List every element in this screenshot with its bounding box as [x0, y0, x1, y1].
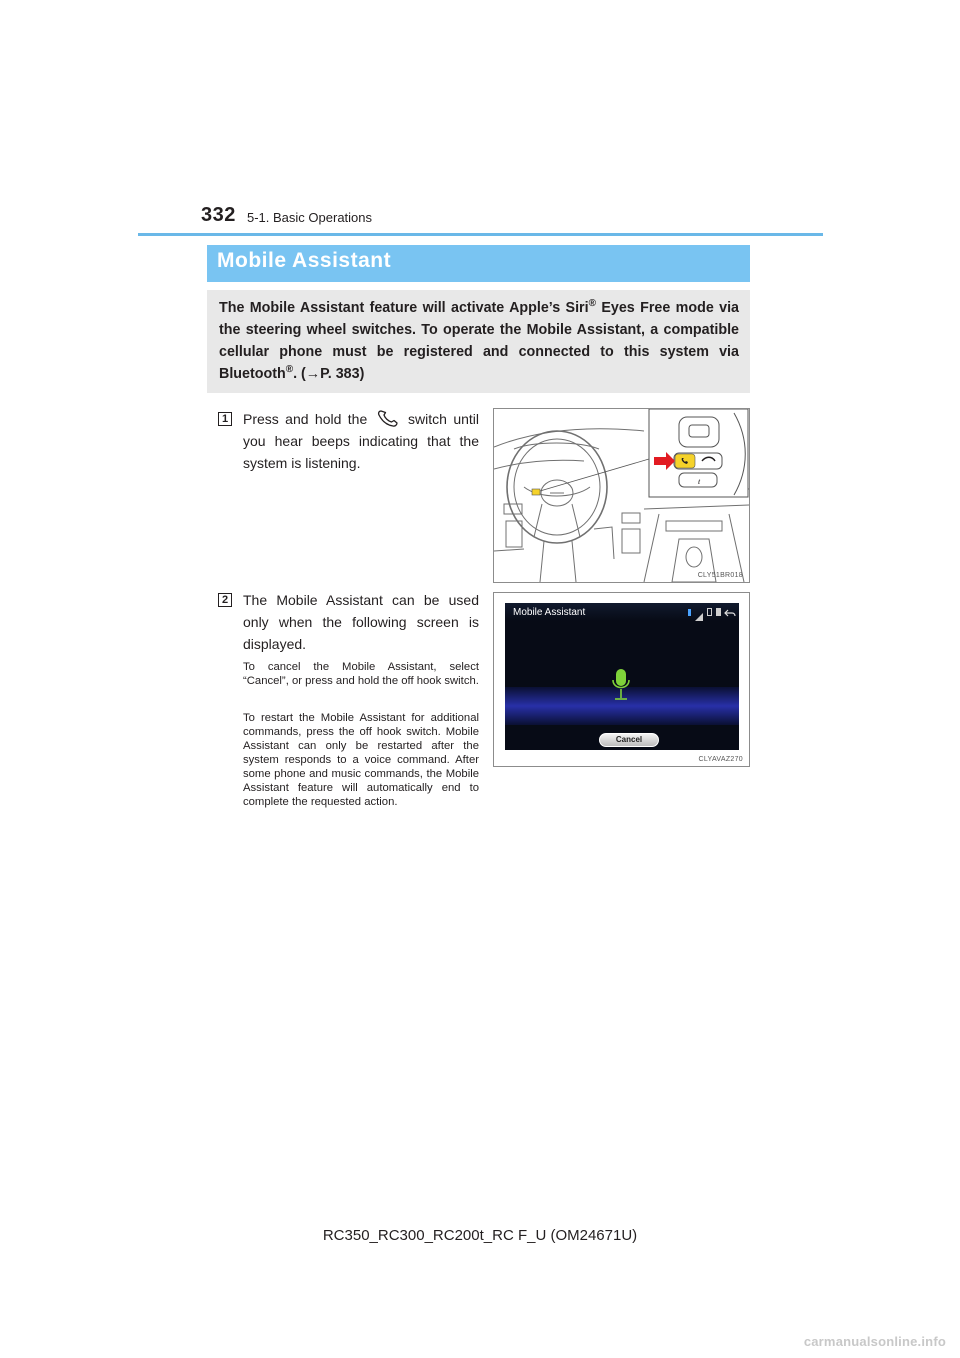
watermark: carmanualsonline.info — [803, 1334, 946, 1349]
intro-text: The Mobile Assistant feature will activate Apple’s Siri® Eyes Free mode via the steering wheel switches. To operate the Mobile Assistant, a compatible cellular phone must be registered and connected to this system via Bluetooth®. (→P. 383) — [219, 298, 740, 382]
step-2-note-restart: To restart the Mobile Assistant for additional commands, press the off hook switch. Mobile Assistant can only be restarted after the system responds to a voice command. After some phone and music commands, the Mobile Assistant feature will automatically end to complete the requested action. — [243, 712, 479, 808]
screen-title: Mobile Assistant — [513, 607, 586, 618]
steering-wheel-illustration — [494, 409, 749, 582]
step-2-text: The Mobile Assistant can be used only when the following screen is displayed. — [243, 592, 479, 652]
microphone-icon — [611, 667, 631, 707]
bluetooth-icon — [688, 609, 691, 616]
heading-bar — [207, 245, 750, 282]
page-number: 332 — [201, 204, 236, 226]
svg-text:ℓ: ℓ — [698, 479, 701, 486]
mobile-assistant-screen-figure — [493, 592, 750, 767]
back-icon[interactable] — [724, 606, 736, 618]
section-title: 5-1. Basic Operations — [247, 210, 373, 225]
battery-icon — [707, 608, 712, 616]
intro-box — [207, 290, 750, 393]
cancel-button[interactable]: Cancel — [599, 733, 659, 747]
figure-caption-1: CLY51BR018 — [697, 572, 743, 579]
steering-wheel-figure — [493, 408, 750, 583]
manual-id-footer: RC350_RC300_RC200t_RC F_U (OM24671U) — [322, 1227, 638, 1244]
step-1-text: Press and hold the switch until you hear beeps indicating that the system is listening. — [243, 411, 479, 471]
header-rule — [138, 233, 823, 236]
step-number-1: 1 — [218, 412, 232, 426]
phone-status-icon — [716, 608, 721, 616]
page-heading: Mobile Assistant — [217, 249, 392, 272]
figure-caption-2: CLYAVAZ270 — [698, 756, 743, 763]
screen-display — [505, 603, 739, 750]
phone-icon — [374, 409, 402, 427]
signal-icon — [695, 608, 703, 616]
step-2-note-cancel: To cancel the Mobile Assistant, select “Cancel”, or press and hold the off hook switch. — [243, 661, 479, 687]
step-number-2: 2 — [218, 593, 232, 607]
